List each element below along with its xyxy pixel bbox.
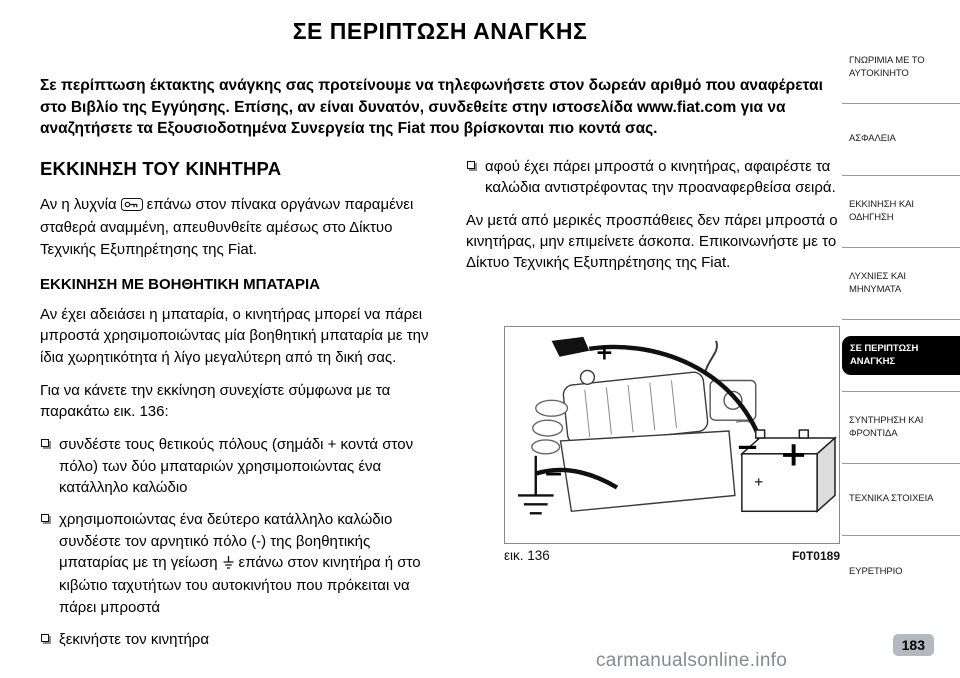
engine-start-paragraph xyxy=(40,194,442,260)
list-item xyxy=(40,434,442,498)
watermark: carmanualsonline.info xyxy=(596,650,788,671)
battery-terminal-plus-label: + xyxy=(753,474,764,489)
square-bullet-icon xyxy=(41,634,49,642)
sidebar-item-label: ΣΥΝΤΗΡΗΣΗ ΚΑΙ ΦΡΟΝΤΙΔΑ xyxy=(849,414,924,439)
sub-heading-jump-start: ΕΚΚΙΝΗΣΗ ΜΕ ΒΟΗΘΗΤΙΚΗ ΜΠΑΤΑΡΙΑ xyxy=(40,275,320,293)
sidebar-item-technical-data[interactable] xyxy=(842,464,960,536)
figure-illustration xyxy=(504,326,840,544)
warning-lamp-icon xyxy=(121,196,143,217)
sidebar-item-warning-lights[interactable] xyxy=(842,248,960,320)
list-item-text: ξεκινήστε τον κινητήρα xyxy=(59,630,209,648)
page-content xyxy=(40,0,840,661)
ground-minus-label: − xyxy=(543,459,564,488)
list-item-text: αφού έχει πάρει μπροστά ο κινητήρας, αφαιρέστε τα καλώδια αντιστρέφοντας την προαναφερθείσα σειρά. xyxy=(485,158,836,197)
sidebar-item-getting-to-know[interactable] xyxy=(842,32,960,104)
right-column xyxy=(466,156,840,661)
sidebar-item-label: ΣΕ ΠΕΡΙΠΤΩΣΗ ΑΝΑΓΚΗΣ xyxy=(850,342,919,367)
list-item-text-after: επάνω στον κινητήρα ή στο κιβώτιο ταχυτήτων του αυτοκινήτου που πρόκειται να πάρει μπροστά xyxy=(59,553,421,616)
list-item xyxy=(40,509,442,617)
jump-start-paragraph-1: Αν έχει αδειάσει η μπαταρία, ο κινητήρας μπορεί να πάρει μπροστά χρησιμοποιώντας μία βοηθητική μπαταρία με την ίδια χωρητικότητα ή λίγο μεγαλύτερη από τη δική σας. xyxy=(40,305,429,366)
active-tab-highlight xyxy=(842,336,960,376)
list-item-text: συνδέστε τους θετικούς πόλους (σημάδι + κοντά στον πόλο) των δύο μπαταριών χρησιμοποιώντας ένα κατάλληλο καλώδιο xyxy=(59,436,414,497)
sidebar-item-label: ΕΥΡΕΤΗΡΙΟ xyxy=(849,565,903,577)
list-item xyxy=(466,156,840,199)
square-bullet-icon xyxy=(41,514,49,522)
engine-start-text-before: Αν η λυχνία xyxy=(40,196,117,214)
sidebar-item-safety[interactable] xyxy=(842,104,960,176)
section-heading-engine-start: ΕΚΚΙΝΗΣΗ ΤΟΥ ΚΙΝΗΤΗΡΑ xyxy=(40,158,282,180)
sidebar-item-starting-driving[interactable] xyxy=(842,176,960,248)
square-bullet-icon xyxy=(41,439,49,447)
list-item-text-before: χρησιμοποιώντας ένα δεύτερο κατάλληλο καλώδιο συνδέστε τον αρνητικό πόλο (-) της βοηθητικής μπαταρίας με τη γείωση xyxy=(59,511,393,571)
two-column-layout xyxy=(40,156,840,661)
left-column xyxy=(40,156,442,661)
page-title: ΣΕ ΠΕΡΙΠΤΩΣΗ ΑΝΑΓΚΗΣ xyxy=(292,18,588,44)
sidebar-item-index[interactable] xyxy=(842,536,960,608)
sidebar-item-maintenance[interactable] xyxy=(842,392,960,464)
figure-minus-label: − xyxy=(735,429,760,463)
engine-battery-diagram xyxy=(505,327,839,543)
sidebar-item-label: ΤΕΧΝΙΚΑ ΣΤΟΙΧΕΙΑ xyxy=(849,493,934,505)
sidebar-item-label: ΓΝΩΡΙΜΙΑ ΜΕ ΤΟ ΑΥΤΟΚΙΝΗΤΟ xyxy=(849,54,925,79)
engine-start-text-after: επάνω στον πίνακα οργάνων παραμένει σταθερά αναμμένη, απευθυνθείτε αμέσως στο Δίκτυο Τεχνικής Εξυπηρέτησης της Fiat. xyxy=(40,196,414,258)
figure xyxy=(504,326,840,563)
figure-caption: εικ. 136 xyxy=(504,547,550,563)
jump-start-paragraph-2: Για να κάνετε την εκκίνηση συνεχίστε σύμφωνα με τα παρακάτω εικ. 136: xyxy=(40,381,391,421)
page-number: 183 xyxy=(893,634,934,656)
square-bullet-icon xyxy=(467,161,475,169)
jump-start-paragraph-3: Αν μετά από μερικές προσπάθειες δεν πάρει μπροστά ο κινητήρας, μην επιμείνετε άσκοπα. Επικοινωνήστε με το Δίκτυο Τεχνικής Εξυπηρέτησης της Fiat. xyxy=(466,211,838,272)
figure-code: F0T0189 xyxy=(791,548,840,563)
intro-paragraph: Σε περίπτωση έκτακτης ανάγκης σας προτείνουμε να τηλεφωνήσετε στον δωρεάν αριθμό που αναφέρεται στο Βιβλίο της Εγγύησης. Επίσης, αν είναι δυνατόν, συνδεθείτε στην ιστοσελίδα www.fiat.com για να αναζητήσετε τα Εξουσιοδοτημένα Συνεργεία της Fiat που βρίσκονται πιο κοντά σας. xyxy=(40,77,823,138)
sidebar-item-in-emergency[interactable] xyxy=(842,320,960,392)
list-item-text xyxy=(59,509,442,617)
figure-caption-row xyxy=(504,548,840,563)
figure-plus-label: + xyxy=(779,434,808,474)
figure-plus-top-label: + xyxy=(595,340,614,366)
chapter-sidebar xyxy=(842,32,960,608)
ground-symbol-icon xyxy=(222,554,235,575)
sidebar-item-label: ΕΚΚΙΝΗΣΗ ΚΑΙ ΟΔΗΓΗΣΗ xyxy=(849,198,914,223)
sidebar-item-label: ΑΣΦΑΛΕΙΑ xyxy=(849,133,896,145)
list-item xyxy=(40,629,442,650)
sidebar-item-label: ΛΥΧΝΙΕΣ ΚΑΙ ΜΗΝΥΜΑΤΑ xyxy=(849,270,906,295)
